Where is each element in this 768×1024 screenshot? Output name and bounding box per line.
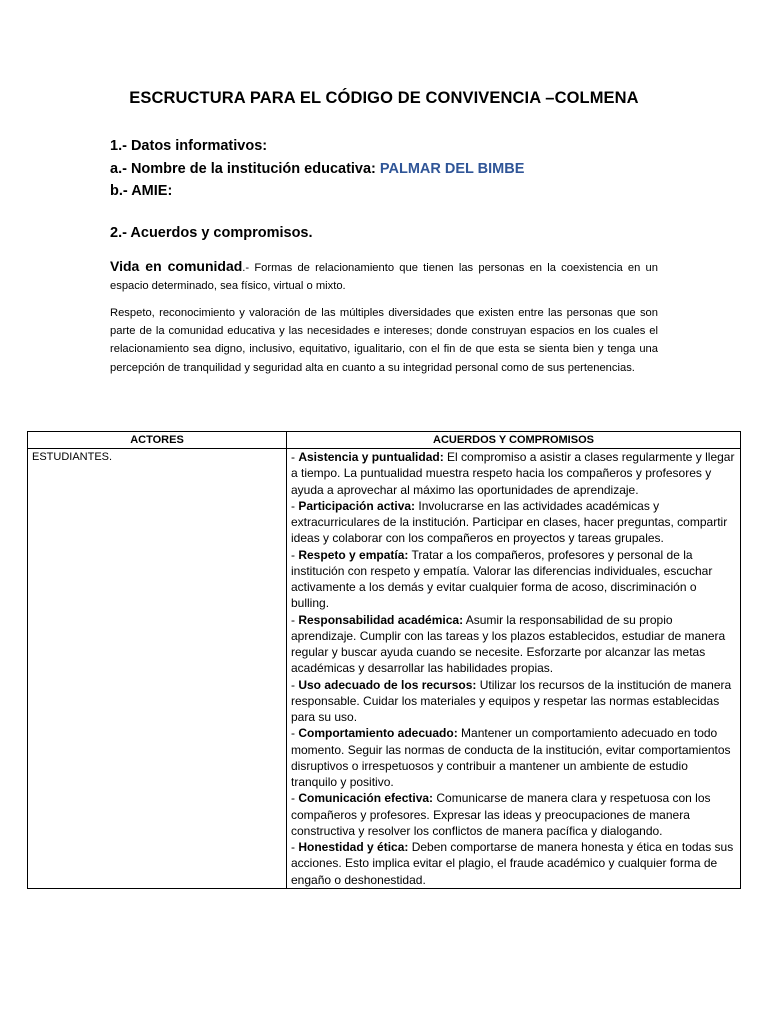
actor-cell: ESTUDIANTES. [28,449,287,889]
vida-en-comunidad-paragraph [110,257,658,295]
institution-value: PALMAR DEL BIMBE [379,160,525,177]
acuerdo-item [291,725,736,790]
item-title: Comunicación efectiva: [298,791,434,806]
item-prefix: - [291,612,299,627]
institution-line [110,158,524,181]
datos-informativos-section [110,135,524,203]
item-text: Deben comportarse de manera honesta y ética en todas sus acciones. Esto implica evitar el plagio, el fraude académico y cualquier forma de engaño o deshonestidad. [291,840,734,887]
acuerdo-item [291,449,736,498]
document-title: ESCRUCTURA PARA EL CÓDIGO DE CONVIVENCIA –COLMENA [129,89,639,107]
acuerdo-item [291,498,736,547]
institution-label: a.- Nombre de la institución educativa: [110,160,376,177]
item-title: Participación activa: [298,498,416,513]
item-text: Comunicarse de manera clara y respetuosa con los compañeros y profesores. Expresar las ideas y preocupaciones de manera constructiva y resolver los conflictos de manera pacífica y dialogando. [291,791,711,838]
item-title: Asistencia y puntualidad: [298,450,444,464]
acuerdo-item [291,677,736,726]
item-text: El compromiso a asistir a clases regularmente y llegar a tiempo. La puntualidad muestra respeto hacia los compañeros y profesores y ayuda a aprovechar al máximo las oportunidades de aprendizaje. [291,450,735,497]
section1-heading: 1.- Datos informativos: [110,138,268,154]
table-header-row [28,432,741,449]
acuerdos-table [27,431,741,889]
header-actores: ACTORES [28,432,287,449]
item-prefix: - [291,726,299,741]
header-acuerdos: ACUERDOS Y COMPROMISOS [287,432,741,449]
acuerdo-item [291,839,736,888]
item-prefix: - [291,677,299,692]
acuerdo-item [291,612,736,677]
acuerdo-item [291,790,736,839]
item-prefix: - [291,791,299,806]
item-prefix: - [291,498,299,513]
item-prefix: - [291,547,299,562]
item-title: Honestidad y ética: [298,840,409,854]
table-row [28,449,741,889]
item-text: Asumir la responsabilidad de su propio aprendizaje. Cumplir con las tareas y los plazos establecidos, estudiar de manera regular y buscar ayuda cuando se necesite. Esforzarte por alcanzar las metas académicas y desarrollar las habilidades propias. [291,612,726,676]
vida-lead: Vida en comunidad [110,258,243,274]
table-body [28,449,741,889]
item-text: Involucrarse en las actividades académicas y extracurriculares de la institución. Participar en clases, hacer preguntas, compartir ideas y colaborar con los compañeros en proyectos y tareas grupales. [291,498,728,546]
amie-label: b.- AMIE: [110,183,173,199]
section2-heading: 2.- Acuerdos y compromisos. [110,225,313,241]
item-title: Uso adecuado de los recursos: [298,677,477,692]
item-text: Tratar a los compañeros, profesores y personal de la institución con respeto y empatía. Valorar las diferencias individuales, escuchar activamente a los demás y evitar cualquier forma de acoso, discriminación o bulling. [291,547,713,611]
item-title: Respeto y empatía: [298,547,409,562]
vida-text: .- Formas de relacionamiento que tienen las personas en la coexistencia en un espacio determinado, sea físico, virtual o mixto. [110,262,658,293]
item-text: Mantener un comportamiento adecuado en todo momento. Seguir las normas de conducta de la institución, evitar comportamientos disruptivos o irrespetuosos y contribuir a mantener un ambiente de estudio tranquilo y positivo. [291,726,731,789]
respeto-paragraph: Respeto, reconocimiento y valoración de las múltiples diversidades que existen entre las personas que son parte de la comunidad educativa y las necesidades e intereses; donde construyan espacios en los cuales el relacionamiento sea digno, inclusivo, equitativo, igualitario, con el fin de que esta se sienta bien y tenga una percepción de tranquilidad y seguridad alta en cuanto a su integridad personal como de sus pertenencias. [110,307,658,374]
acuerdo-item [291,547,736,612]
item-title: Responsabilidad académica: [298,612,464,627]
item-text: Utilizar los recursos de la institución de manera responsable. Cuidar los materiales y equipos y respetar las normas establecidas para su uso. [291,677,732,724]
item-title: Comportamiento adecuado: [298,726,458,741]
item-prefix: - [291,450,299,464]
acuerdos-cell [287,449,741,889]
item-prefix: - [291,840,299,854]
